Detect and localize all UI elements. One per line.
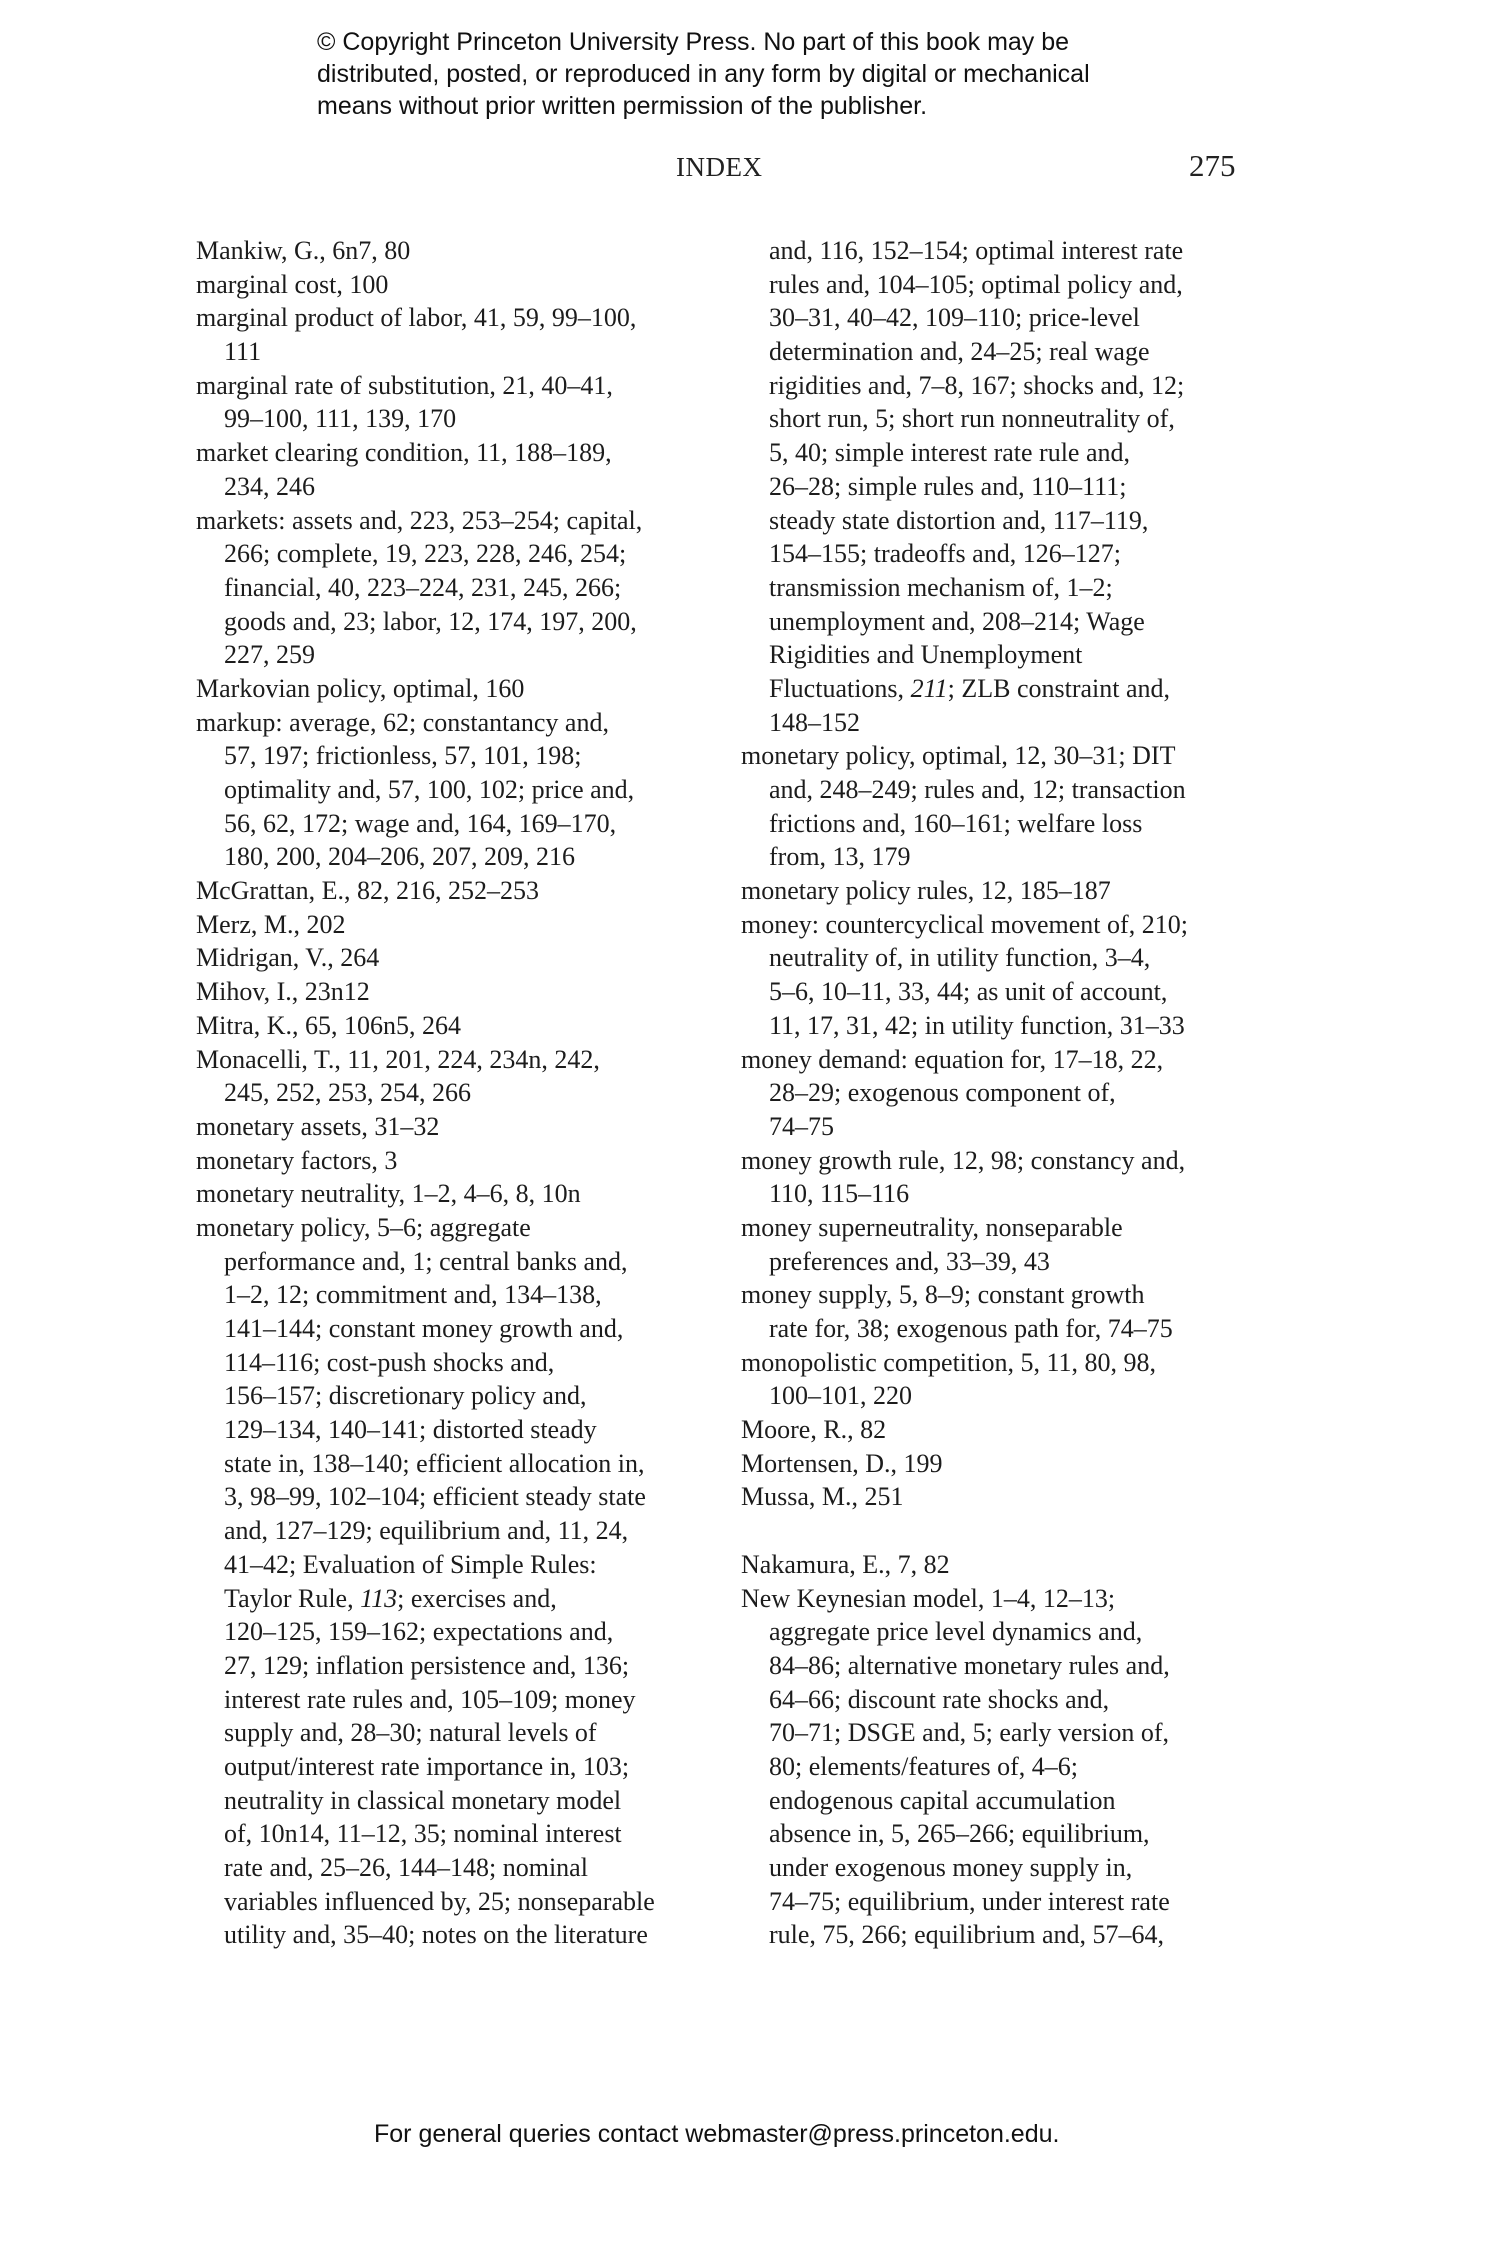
index-entry-line: 5, 40; simple interest rate rule and, xyxy=(769,438,1131,468)
index-entry xyxy=(741,1278,1188,1345)
index-entry-heading: money: countercyclical movement of, 210; xyxy=(741,909,1188,939)
index-entry xyxy=(196,1043,655,1110)
index-entry-line: 1–2, 12; commitment and, 134–138, xyxy=(224,1280,602,1310)
index-entry-line: neutrality of, in utility function, 3–4, xyxy=(769,943,1151,973)
index-entry-line: preferences and, 33–39, 43 xyxy=(769,1246,1050,1276)
index-entry xyxy=(741,739,1188,874)
index-entry-line: under exogenous money supply in, xyxy=(769,1853,1133,1882)
index-entry-heading: markets: assets and, 223, 253–254; capital, xyxy=(196,505,643,535)
italic-page-ref: 113 xyxy=(360,1583,398,1613)
index-entry xyxy=(741,1043,1188,1144)
line-text: ; exercises and, xyxy=(397,1583,557,1613)
index-entry xyxy=(741,1548,1188,1582)
index-entry-heading: marginal rate of substitution, 21, 40–41, xyxy=(196,370,613,400)
index-entry-line: rate and, 25–26, 144–148; nominal xyxy=(224,1853,588,1882)
index-column-left xyxy=(196,234,655,1952)
index-entry xyxy=(196,975,655,1009)
index-entry-line: variables influenced by, 25; nonseparable xyxy=(224,1886,655,1916)
index-entry xyxy=(196,908,655,942)
index-entry-heading: monetary factors, 3 xyxy=(196,1145,398,1175)
index-entry-heading: monetary policy, optimal, 12, 30–31; DIT xyxy=(741,741,1176,771)
index-entry-line: and, 116, 152–154; optimal interest rate xyxy=(769,236,1184,265)
index-entry xyxy=(741,1346,1188,1413)
index-entry-heading: New Keynesian model, 1–4, 12–13; xyxy=(741,1583,1116,1613)
index-entry-line: 100–101, 220 xyxy=(769,1381,912,1411)
index-entry-heading: Mitra, K., 65, 106n5, 264 xyxy=(196,1010,462,1040)
index-entry-line: supply and, 28–30; natural levels of xyxy=(224,1718,597,1748)
index-entry-line: 27, 129; inflation persistence and, 136; xyxy=(224,1650,630,1680)
index-entry-line: 114–116; cost-push shocks and, xyxy=(224,1347,555,1377)
index-entry xyxy=(196,1144,655,1178)
index-entry xyxy=(196,941,655,975)
copyright-notice xyxy=(317,26,1090,122)
index-entry-line: interest rate rules and, 105–109; money xyxy=(224,1684,636,1714)
index-entry xyxy=(741,234,1188,739)
index-entry-heading: money supply, 5, 8–9; constant growth xyxy=(741,1280,1145,1310)
index-entry-heading: Mussa, M., 251 xyxy=(741,1482,904,1512)
index-entry-line: 30–31, 40–42, 109–110; price-level xyxy=(769,303,1140,333)
index-entry-line: 57, 197; frictionless, 57, 101, 198; xyxy=(224,741,582,771)
index-column-right xyxy=(741,234,1188,1952)
index-entry-line: 234, 246 xyxy=(224,471,315,501)
index-entry-line: rigidities and, 7–8, 167; shocks and, 12; xyxy=(769,370,1185,400)
index-entry-line xyxy=(741,672,1188,706)
index-entry xyxy=(196,1177,655,1211)
index-entry-line: 141–144; constant money growth and, xyxy=(224,1314,624,1343)
copyright-line: © Copyright Princeton University Press. No part of this book may be xyxy=(317,28,1070,56)
index-entry xyxy=(741,1413,1188,1447)
index-entry-heading: monetary neutrality, 1–2, 4–6, 8, 10n xyxy=(196,1179,581,1209)
copyright-line: distributed, posted, or reproduced in any form by digital or mechanical xyxy=(317,60,1090,88)
index-entry xyxy=(196,504,655,672)
index-entry-heading: monetary policy rules, 12, 185–187 xyxy=(741,876,1111,906)
index-entry-line: 28–29; exogenous component of, xyxy=(769,1078,1116,1108)
index-entry-heading: marginal cost, 100 xyxy=(196,269,389,299)
index-entry xyxy=(741,1211,1188,1278)
index-entry-line: rules and, 104–105; optimal policy and, xyxy=(769,269,1183,299)
index-entry-heading: Moore, R., 82 xyxy=(741,1415,887,1445)
index-entry-line: 99–100, 111, 139, 170 xyxy=(224,404,457,434)
index-entry-line: 3, 98–99, 102–104; efficient steady state xyxy=(224,1482,646,1512)
index-entry-heading: Midrigan, V., 264 xyxy=(196,943,380,973)
index-entry xyxy=(196,301,655,368)
index-entry-line: 5–6, 10–11, 33, 44; as unit of account, xyxy=(769,977,1168,1007)
index-entry-heading: money superneutrality, nonseparable xyxy=(741,1212,1123,1242)
index-entry xyxy=(741,1582,1188,1953)
index-entry xyxy=(196,1211,655,1952)
index-entry-line: 156–157; discretionary policy and, xyxy=(224,1381,587,1411)
index-entry-line: Rigidities and Unemployment xyxy=(769,640,1083,670)
index-entry xyxy=(196,672,655,706)
index-entry-line: of, 10n14, 11–12, 35; nominal interest xyxy=(224,1819,622,1849)
index-entry-heading: Mihov, I., 23n12 xyxy=(196,977,370,1007)
index-entry-line: 227, 259 xyxy=(224,640,315,670)
index-entry-line: 154–155; tradeoffs and, 126–127; xyxy=(769,539,1121,569)
index-entry-heading: monetary policy, 5–6; aggregate xyxy=(196,1212,531,1242)
index-entry xyxy=(196,234,655,268)
index-entry-line: aggregate price level dynamics and, xyxy=(769,1617,1143,1647)
index-entry-line: determination and, 24–25; real wage xyxy=(769,337,1150,367)
page-number: 275 xyxy=(1189,148,1236,183)
line-text: Taylor Rule, xyxy=(224,1583,361,1613)
index-entry-line: 148–152 xyxy=(769,707,860,737)
index-entry-line xyxy=(196,1582,655,1616)
index-entry xyxy=(196,874,655,908)
index-entry xyxy=(741,1480,1188,1514)
index-entry-line: 74–75; equilibrium, under interest rate xyxy=(769,1886,1170,1916)
index-entry-line: neutrality in classical monetary model xyxy=(224,1785,622,1815)
index-entry-line: 266; complete, 19, 223, 228, 246, 254; xyxy=(224,539,627,569)
footer-contact: For general queries contact webmaster@press.princeton.edu. xyxy=(374,2120,1060,2148)
index-entry-line: performance and, 1; central banks and, xyxy=(224,1246,628,1276)
index-entry-line: and, 248–249; rules and, 12; transaction xyxy=(769,775,1186,804)
index-entry-line: 84–86; alternative monetary rules and, xyxy=(769,1650,1170,1680)
index-entry-heading: money growth rule, 12, 98; constancy and, xyxy=(741,1145,1186,1175)
index-entry-heading: monetary assets, 31–32 xyxy=(196,1111,440,1141)
index-entry-heading: Mankiw, G., 6n7, 80 xyxy=(196,236,411,265)
index-entry xyxy=(741,1447,1188,1481)
index-entry-line: 111 xyxy=(224,337,262,367)
index-entry xyxy=(741,874,1188,908)
index-entry xyxy=(741,908,1188,1043)
index-entry-line: endogenous capital accumulation xyxy=(769,1785,1116,1815)
index-entry-line: 180, 200, 204–206, 207, 209, 216 xyxy=(224,842,575,872)
index-entry-line: 110, 115–116 xyxy=(769,1179,910,1209)
index-entry-heading: marginal product of labor, 41, 59, 99–100, xyxy=(196,303,637,333)
index-entry-line: 26–28; simple rules and, 110–111; xyxy=(769,471,1127,501)
index-entry-line: frictions and, 160–161; welfare loss xyxy=(769,808,1143,838)
index-entry-heading: Monacelli, T., 11, 201, 224, 234n, 242, xyxy=(196,1044,600,1074)
index-entry-line: 56, 62, 172; wage and, 164, 169–170, xyxy=(224,808,617,838)
index-entry-line: utility and, 35–40; notes on the literature xyxy=(224,1920,648,1950)
index-entry-line: goods and, 23; labor, 12, 174, 197, 200, xyxy=(224,606,637,636)
index-entry xyxy=(196,1110,655,1144)
index-entry-line: transmission mechanism of, 1–2; xyxy=(769,572,1113,602)
italic-page-ref: 211 xyxy=(910,673,948,703)
index-entry-heading: Mortensen, D., 199 xyxy=(741,1448,943,1478)
index-entry-heading: markup: average, 62; constantancy and, xyxy=(196,707,609,737)
index-entry-line: 74–75 xyxy=(769,1111,834,1141)
running-head-title: INDEX xyxy=(676,152,763,182)
blank-spacer xyxy=(741,1514,1188,1548)
index-entry-heading: Merz, M., 202 xyxy=(196,909,346,939)
index-entry xyxy=(196,706,655,874)
index-entry-line: 129–134, 140–141; distorted steady xyxy=(224,1415,597,1445)
line-text: Fluctuations, xyxy=(769,673,911,703)
index-entry-line: output/interest rate importance in, 103; xyxy=(224,1751,630,1781)
index-entry xyxy=(741,1144,1188,1211)
index-entry-line: steady state distortion and, 117–119, xyxy=(769,505,1149,535)
copyright-line: means without prior written permission of the publisher. xyxy=(317,92,928,120)
index-entry-line: absence in, 5, 265–266; equilibrium, xyxy=(769,1819,1150,1849)
index-entry xyxy=(196,1009,655,1043)
index-entry-line: 64–66; discount rate shocks and, xyxy=(769,1684,1110,1714)
line-text: ; ZLB constraint and, xyxy=(947,673,1171,703)
index-entry-line: optimality and, 57, 100, 102; price and, xyxy=(224,775,635,804)
index-entry-line: and, 127–129; equilibrium and, 11, 24, xyxy=(224,1516,629,1546)
index-entry xyxy=(196,369,655,436)
index-entry-line: from, 13, 179 xyxy=(769,842,911,872)
index-entry-line: 245, 252, 253, 254, 266 xyxy=(224,1078,471,1108)
index-entry-line: state in, 138–140; efficient allocation in, xyxy=(224,1448,645,1478)
index-entry-line: rule, 75, 266; equilibrium and, 57–64, xyxy=(769,1920,1165,1950)
index-entry-heading: money demand: equation for, 17–18, 22, xyxy=(741,1044,1164,1074)
index-entry-heading: Markovian policy, optimal, 160 xyxy=(196,673,525,703)
index-entry-heading: Nakamura, E., 7, 82 xyxy=(741,1549,950,1579)
index-entry-line: 11, 17, 31, 42; in utility function, 31–33 xyxy=(769,1010,1185,1040)
index-entry-heading: market clearing condition, 11, 188–189, xyxy=(196,438,612,468)
index-entry-line: 120–125, 159–162; expectations and, xyxy=(224,1617,614,1647)
index-entry-line: rate for, 38; exogenous path for, 74–75 xyxy=(769,1314,1173,1343)
index-entry-line: unemployment and, 208–214; Wage xyxy=(769,606,1145,636)
index-entry-line: 80; elements/features of, 4–6; xyxy=(769,1751,1079,1781)
index-entry-heading: monopolistic competition, 5, 11, 80, 98, xyxy=(741,1347,1157,1377)
index-entry-line: short run, 5; short run nonneutrality of, xyxy=(769,404,1175,434)
index-entry xyxy=(196,436,655,503)
index-entry-heading: McGrattan, E., 82, 216, 252–253 xyxy=(196,876,540,906)
index-entry-line: financial, 40, 223–224, 231, 245, 266; xyxy=(224,572,622,602)
index-entry-line: 41–42; Evaluation of Simple Rules: xyxy=(224,1549,597,1579)
index-entry-line: 70–71; DSGE and, 5; early version of, xyxy=(769,1718,1170,1748)
index-entry xyxy=(196,268,655,302)
